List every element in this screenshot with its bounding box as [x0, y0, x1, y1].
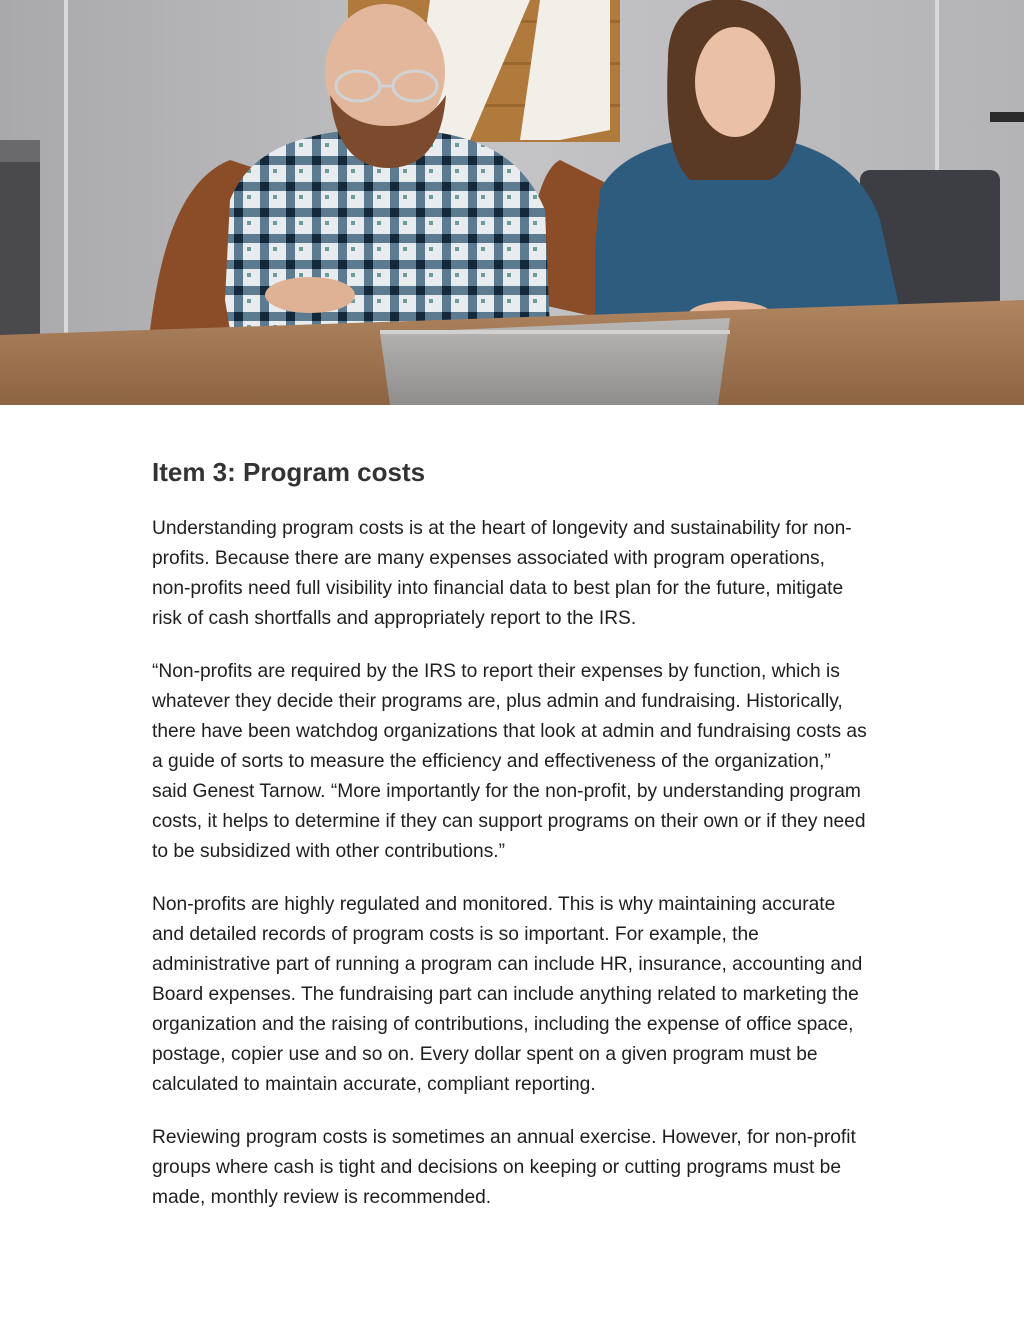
article-body [152, 452, 868, 1236]
article-paragraph: Reviewing program costs is sometimes an annual exercise. However, for non-profit groups where cash is tight and decisions on keeping or cutting programs must be made, monthly review is recommended. [152, 1127, 856, 1208]
hero-illustration [0, 0, 1024, 405]
article-paragraph: Non-profits are highly regulated and monitored. This is why maintaining accurate and detailed records of program costs is so important. For example, the administrative part of running a program can include HR, insurance, accounting and Board expenses. The fundraising part can include anything related to marketing the organization and the raising of contributions, including the expense of office space, postage, copier use and so on. Every dollar spent on a given program must be calculated to maintain accurate, compliant reporting. [152, 894, 863, 1095]
hero-image [0, 0, 1024, 405]
article-paragraph: “Non-profits are required by the IRS to report their expenses by function, which is whatever they decide their programs are, plus admin and fundraising. Historically, there have been watchdog organizations that look at admin and fundraising costs as a guide of sorts to measure the efficiency and effectiveness of the organization,” said Genest Tarnow. “More importantly for the non-profit, by understanding program costs, it helps to determine if they can support programs on their own or if they need to be subsidized with other contributions.” [152, 661, 867, 862]
article-paragraph: Understanding program costs is at the heart of longevity and sustainability for non-profits. Because there are many expenses associated with program operations, non-profits need full visibility into financial data to best plan for the future, mitigate risk of cash shortfalls and appropriately report to the IRS. [152, 518, 852, 629]
article-heading: Item 3: Program costs [152, 457, 426, 487]
